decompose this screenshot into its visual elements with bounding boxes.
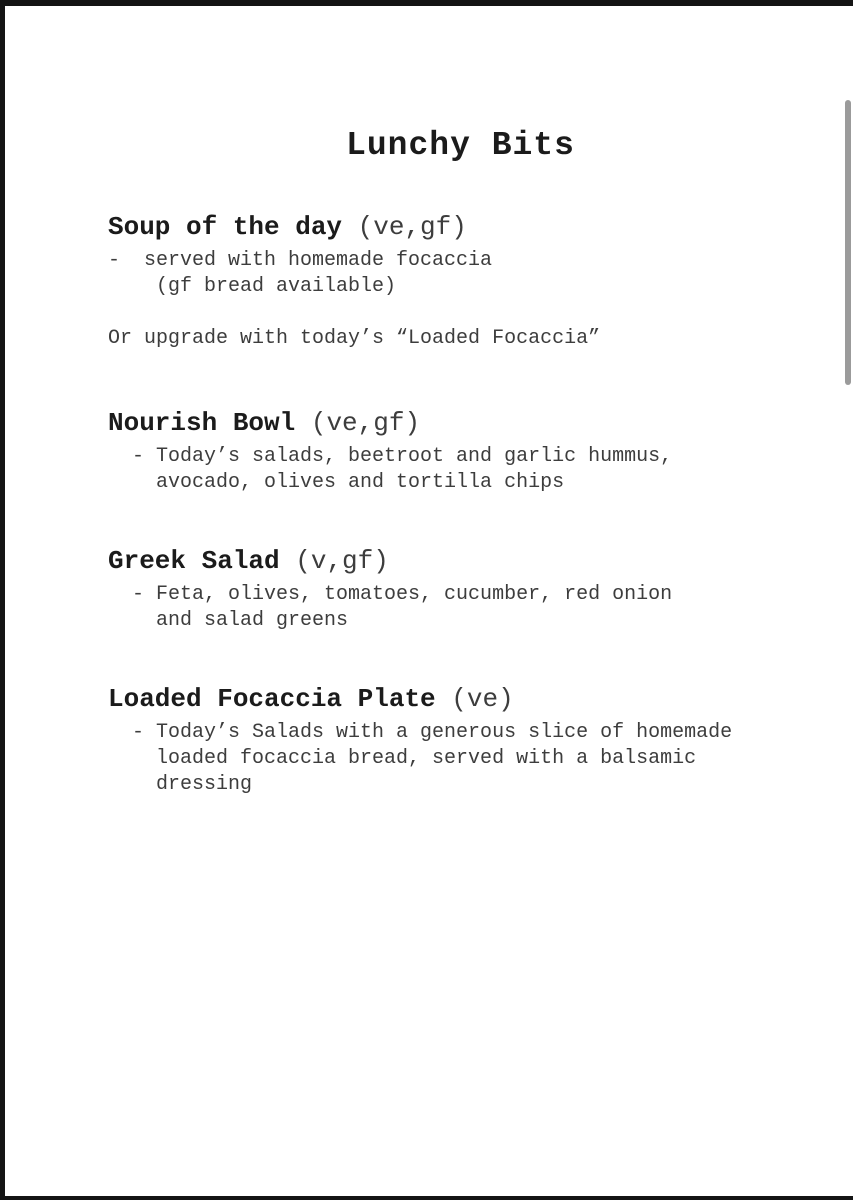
item-name: Loaded Focaccia Plate	[108, 683, 436, 714]
item-description-line: - served with homemade focaccia	[108, 248, 493, 272]
item-name: Soup of the day	[108, 211, 343, 242]
item-heading	[108, 684, 813, 714]
item-description-line: loaded focaccia bread, served with a balsamic	[108, 746, 697, 770]
menu-title: Lunchy Bits	[346, 127, 575, 164]
item-name: Greek Salad	[108, 545, 280, 576]
item-heading	[108, 546, 813, 576]
item-description-line: - Feta, olives, tomatoes, cucumber, red onion	[108, 582, 673, 606]
item-description-line: (gf bread available)	[108, 274, 397, 298]
menu-section-nourish-bowl	[108, 408, 813, 496]
upgrade-note: Or upgrade with today’s “Loaded Focaccia”	[108, 326, 601, 350]
diet-tags: (v,gf)	[279, 545, 389, 576]
item-description-line: and salad greens	[108, 608, 349, 632]
item-description-line: - Today’s salads, beetroot and garlic hummus,	[108, 444, 673, 468]
menu-section-soup	[108, 212, 813, 352]
item-description-line: dressing	[108, 772, 253, 796]
menu-section-loaded-focaccia-plate	[108, 684, 813, 798]
scrollbar-thumb[interactable]	[845, 100, 851, 385]
diet-tags: (ve)	[435, 683, 514, 714]
diet-tags: (ve,gf)	[342, 211, 467, 242]
item-heading	[108, 212, 813, 242]
menu-content	[5, 126, 853, 798]
item-description-line: - Today’s Salads with a generous slice of homemade	[108, 720, 733, 744]
item-heading	[108, 408, 813, 438]
menu-section-greek-salad	[108, 546, 813, 634]
diet-tags: (ve,gf)	[295, 407, 421, 438]
item-name: Nourish Bowl	[108, 407, 296, 438]
item-description-line: avocado, olives and tortilla chips	[108, 470, 565, 494]
